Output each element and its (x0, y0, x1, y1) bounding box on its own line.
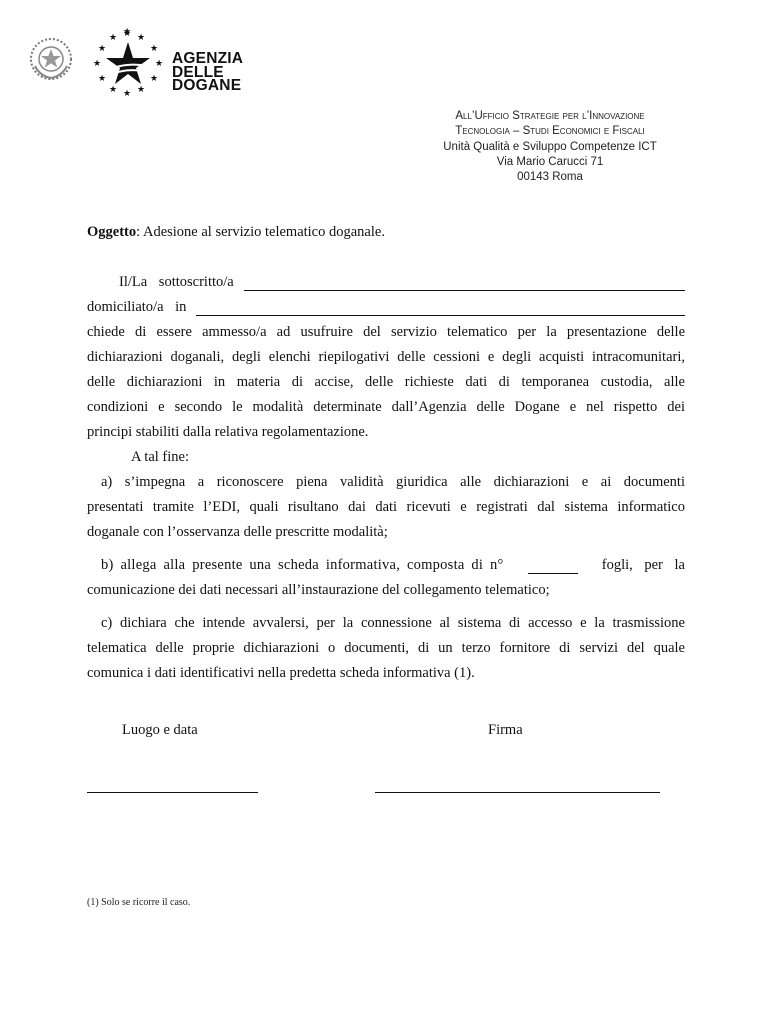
chiede-line-2: dichiarazioni doganali, degli elenchi riepilogativi delle cessioni e degli acquisti intracomunitari, (87, 349, 685, 365)
brand-name (172, 52, 243, 93)
sottoscritto-field (87, 274, 685, 291)
chiede-line-4: condizioni e secondo le modalità determinate dall’Agenzia delle Dogane e nel rispetto dei (87, 399, 685, 415)
item-b-start: b) allega alla presente una scheda informativa, composta di n° (101, 557, 504, 573)
svg-text:★: ★ (122, 29, 132, 39)
svg-text:★: ★ (136, 85, 146, 95)
italian-republic-emblem-icon (28, 36, 74, 82)
item-b-end: fogli, per la (601, 557, 685, 573)
sottoscritto-blank[interactable] (244, 277, 685, 291)
address-line-3: Unità Qualità e Sviluppo Competenze ICT (443, 140, 657, 153)
domiciliato-field (87, 299, 685, 316)
svg-text:★: ★ (154, 59, 164, 69)
item-c-line-2: telematica delle proprie dichiarazioni o documenti, di un terzo fornitore di servizi del quale (87, 640, 685, 656)
svg-text:★: ★ (122, 89, 132, 98)
firma-line[interactable] (375, 792, 660, 793)
brand-line-2: DELLE (172, 63, 224, 81)
svg-text:★: ★ (149, 74, 159, 84)
item-a-line-3: doganale con l’osservanza delle prescritte modalità; (87, 524, 388, 540)
subject-text: : Adesione al servizio telematico doganale. (136, 224, 385, 240)
item-a-line-2: presentati tramite l’EDI, quali risultano dai dati ricevuti e registrati dal sistema informatico (87, 499, 685, 515)
svg-text:★: ★ (149, 44, 159, 54)
subject-line (87, 224, 385, 241)
address-line-2: Tecnologia – Studi Economici e Fiscali (455, 125, 645, 138)
domiciliato-label: domiciliato/a in (87, 299, 187, 315)
address-line-1: All’Ufficio Strategie per l’Innovazione (455, 110, 645, 122)
chiede-line-3: delle dichiarazioni in materia di accise, delle richieste dati di temporanea custodia, alle (87, 374, 685, 390)
luogo-data-line[interactable] (87, 792, 258, 793)
a-tal-fine: A tal fine: (131, 449, 189, 465)
svg-text:★: ★ (108, 33, 118, 43)
item-a-line-1: a) s’impegna a riconoscere piena validità giuridica alle dichiarazioni e ai documenti (101, 474, 685, 490)
svg-text:★: ★ (92, 59, 102, 69)
item-c-line-3: comunica i dati identificativi nella predetta scheda informativa (1). (87, 665, 475, 681)
svg-text:★: ★ (97, 44, 107, 54)
domiciliato-blank[interactable] (196, 302, 685, 316)
address-line-5: 00143 Roma (517, 171, 583, 184)
footnote: (1) Solo se ricorre il caso. (87, 897, 191, 908)
item-c-line-1: c) dichiara che intende avvalersi, per la connessione al sistema di accesso e la trasmissione (101, 615, 685, 631)
chiede-line-5: principi stabiliti dalla relativa regolamentazione. (87, 424, 369, 440)
recipient-address (400, 109, 700, 185)
chiede-line-1: chiede di essere ammesso/a ad usufruire del servizio telematico per la presentazione delle (87, 324, 685, 340)
brand-line-1: AGENZIA (172, 50, 244, 67)
item-b-line-1 (101, 557, 685, 574)
address-line-4: Via Mario Carucci 71 (496, 155, 604, 168)
agenzia-star-logo-icon (88, 26, 166, 98)
subject-label: Oggetto (87, 224, 137, 240)
svg-text:★: ★ (97, 74, 107, 84)
svg-text:★: ★ (136, 33, 146, 43)
svg-text:★: ★ (108, 85, 118, 95)
item-b-line-2: comunicazione dei dati necessari all’instaurazione del collegamento telematico; (87, 582, 550, 598)
sottoscritto-label: Il/La sottoscritto/a (119, 274, 234, 290)
firma-label: Firma (488, 722, 523, 738)
brand-line-3: DOGANE (172, 77, 242, 94)
fogli-count-blank[interactable] (528, 561, 578, 574)
luogo-data-label: Luogo e data (122, 722, 198, 738)
